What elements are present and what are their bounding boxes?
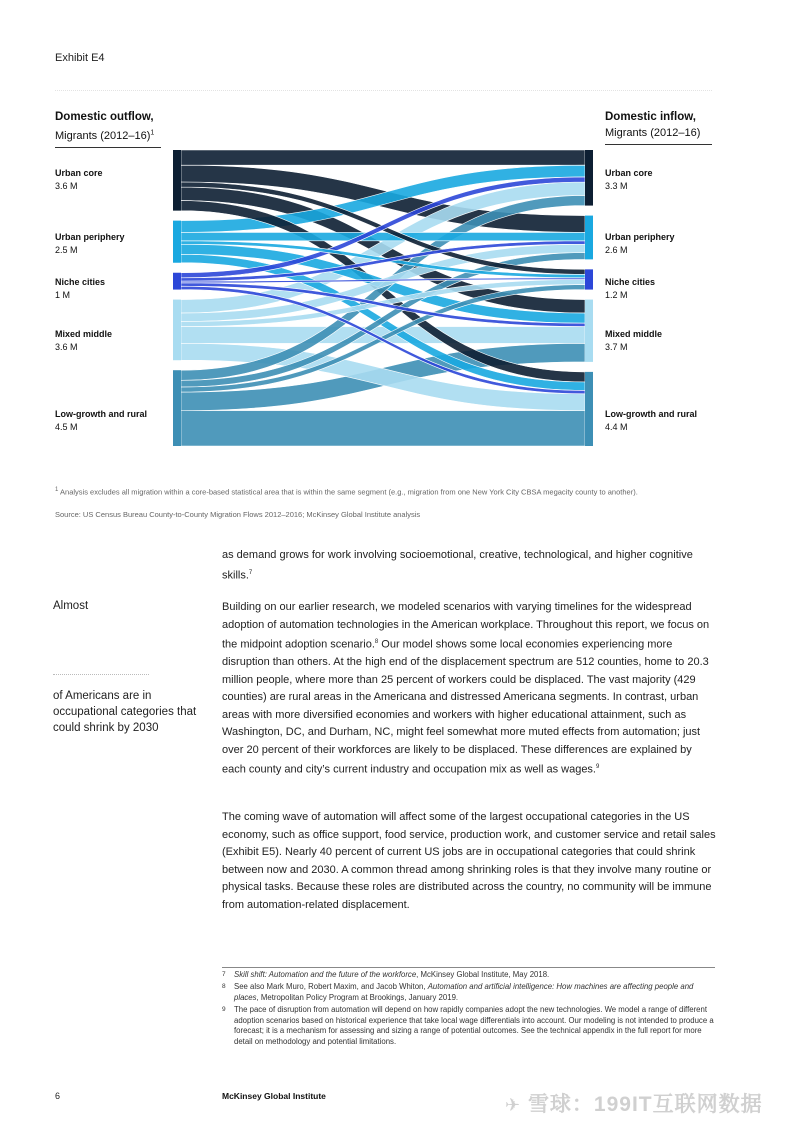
brand-footer: McKinsey Global Institute [222,1091,326,1101]
exhibit-label: Exhibit E4 [55,52,105,64]
left-segment-niche-cities: Niche cities 1 M [55,277,106,300]
flow-urban-core-to-urban-core [181,150,585,165]
chart-footnote: $^1$ Analysis excludes all migration within a core-based statistical area that is within the same segment (e.g., migration from one New York City CBSA megacity county to another). [55,487,638,497]
right-segment-mixed-middle: Mixed middle 3.7 M [605,329,663,352]
paragraph-1: as demand grows for work involving socioemotional, creative, technological, and higher cognitive skills.$^7$ [222,549,693,582]
right-header-subtitle: Migrants (2012–16) [605,127,701,139]
migration-sankey-diagram [173,150,593,446]
node-outflow-urban-periphery [173,221,181,263]
right-segment-niche-cities: Niche cities 1.2 M [605,277,656,300]
footnote-9: 9 The pace of disruption from automation will depend on how rapidly companies adopt the new technologies. We model a range of different adoption scenarios based on historical experience that take local wage differentials into account. Our modeling is not intended to produce a forecast; it is a mechanism for assessing and sizing a range of potential outcomes. See the technical appendix in the full report for more detail on methodology and potential limitations. [222,1005,714,1046]
node-outflow-urban-core [173,150,181,211]
node-inflow-urban-periphery [585,216,593,260]
node-outflow-low-growth [173,370,181,446]
node-inflow-niche-cities [585,269,593,289]
right-segment-urban-periphery: Urban periphery 2.6 M [605,232,675,255]
left-segment-urban-core: Urban core 3.6 M [55,168,103,191]
watermark-text: ✈ 雪球：199IT互联网数据 [505,1093,763,1116]
left-header-title: Domestic outflow, [55,111,154,123]
left-header [55,109,161,148]
watermark-icon: ✈ [505,1095,522,1115]
right-segment-urban-core: Urban core 3.3 M [605,168,653,191]
left-segment-urban-periphery: Urban periphery 2.5 M [55,232,125,255]
node-inflow-low-growth [585,372,593,446]
top-divider [55,90,712,91]
paragraph-3: The coming wave of automation will affect some of the largest occupational categories in the US economy, such as office support, food service, production work, and customer service and retail sales (Exhibit E5). Nearly 40 percent of current US jobs are in occupational categories that could shrink between now and 2030. A common thread among shrinking roles is that they involve many routine or physical tasks. Because these roles are distributed across the country, no community will be immune from automation-related displacement. [222,811,716,911]
node-outflow-niche-cities [173,273,181,290]
node-outflow-mixed-middle [173,300,181,361]
left-header-subtitle: Migrants (2012–16)$^1$ [55,129,155,142]
node-inflow-mixed-middle [585,300,593,362]
footnote-divider [222,967,715,968]
paragraph-2: Building on our earlier research, we modeled scenarios with varying timelines for the widespread adoption of automation technologies in the American workplace. Throughout this report, we focus on the midpoint adoption scenario.$^8$ Our model shows some local economies experiencing more disruption than others. At the high end of the displacement spectrum are 512 counties, home to 20.3 million people, where more than 25 percent of workers could be displaced. The vast majority (429 counties) are rural areas in the Americana and distressed Americana segments. In contrast, urban areas with more diversified economies and workers with higher educational attainment, such as Washington, DC, and Durham, NC, might feel somewhat more muted effects from automation; just over 20 percent of their workforces are likely to be displaced. These differences are explained by each county and city’s current industry and occupation mix as well as wages.$^9$ [222,601,710,776]
right-segment-low-growth: Low-growth and rural 4.4 M [605,409,697,432]
flow-low-growth-to-low-growth [181,411,585,446]
footnote-7: 7 Skill shift: Automation and the future of the workforce, McKinsey Global Institute, May 2018. [222,970,550,979]
sidebar-divider [53,674,149,675]
left-segment-low-growth: Low-growth and rural 4.5 M [55,409,147,432]
sidebar-callout-lead: Almost [53,600,89,612]
right-header-title: Domestic inflow, [605,111,696,123]
chart-source: Source: US Census Bureau County-to-County Migration Flows 2012–2016; McKinsey Global Institute analysis [55,510,421,519]
right-header [605,109,712,145]
footnote-8: 8 See also Mark Muro, Robert Maxim, and Jacob Whiton, Automation and artificial intelligence: How machines are affecting people and places, Metropolitan Policy Program at Brookings, January 2019. [222,982,694,1002]
sidebar-callout-text: of Americans are in occupational categories that could shrink by 2030 [53,690,197,734]
page-number: 6 [55,1091,61,1101]
flow-urban-periphery-to-urban-periphery [181,232,585,240]
left-segment-mixed-middle: Mixed middle 3.6 M [55,329,113,352]
node-inflow-urban-core [585,150,593,206]
